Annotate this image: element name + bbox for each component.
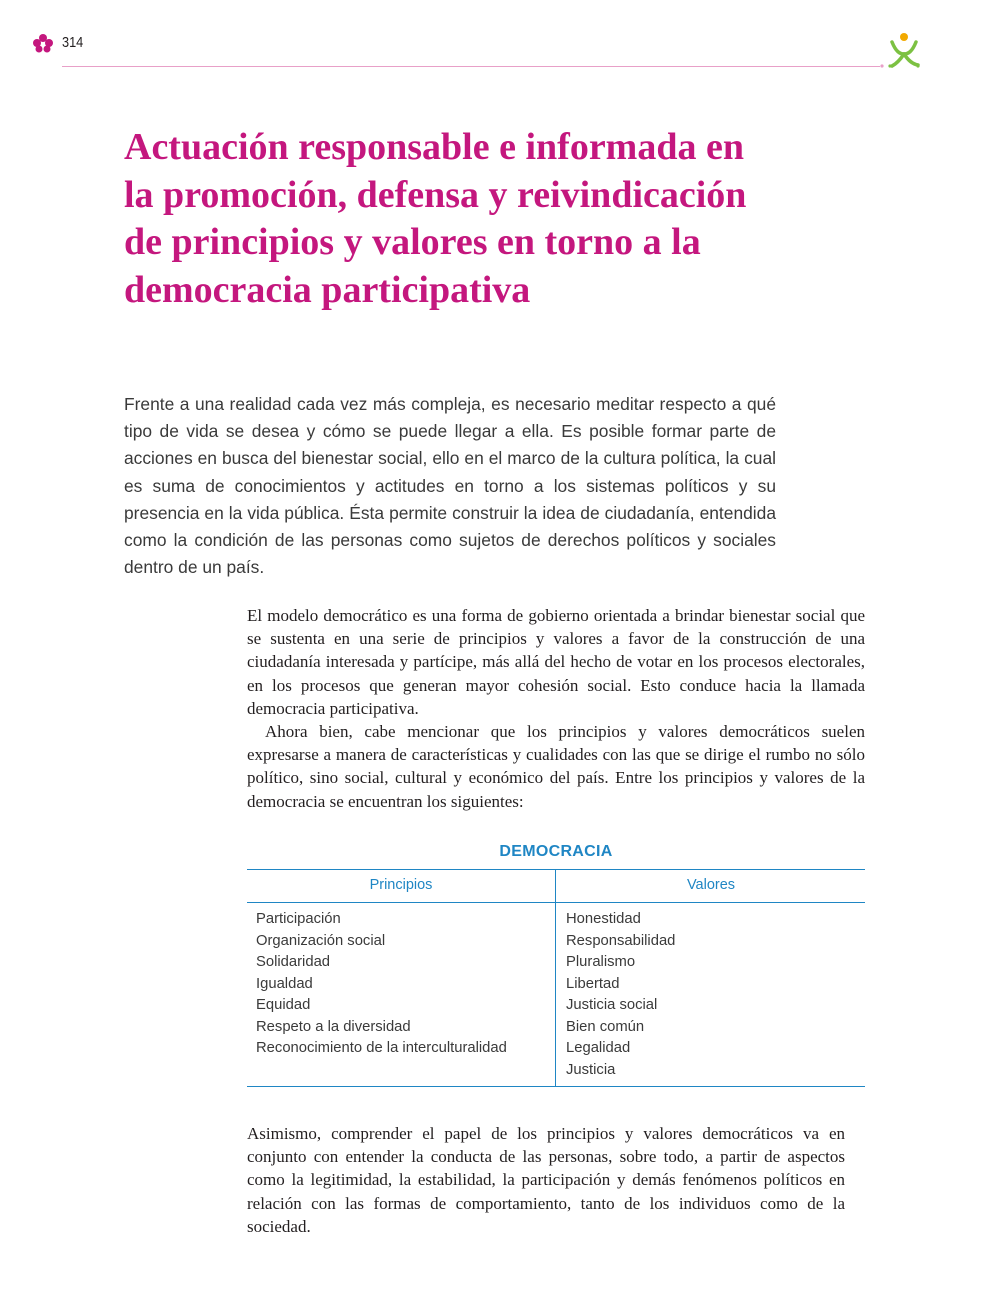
green-figure-emblem-icon: [884, 30, 924, 70]
column-header-principios: Principios: [369, 877, 433, 893]
column-header-valores: Valores: [686, 877, 736, 893]
intro-paragraph: Frente a una realidad cada vez más compleja, es necesario meditar respecto a qué tipo de vida se desea y cómo se puede llegar a ella. Es posible formar parte de acciones en busca del bienestar social, ello en el marco de la cultura política, la cual es suma de conocimientos y actitudes en torno a los sistemas políticos y su presencia en la vida pública. Ésta permite construir la idea de ciudadanía, entendida como la condición de las personas como sujetos de derechos políticos y sociales dentro de un país.: [124, 394, 776, 578]
list-item: Bien común: [566, 1018, 645, 1035]
list-item: Responsabilidad: [566, 932, 676, 949]
body-text: [247, 604, 865, 813]
header-divider: [247, 902, 865, 903]
valores-list: [566, 909, 675, 1081]
list-item: Respeto a la diversidad: [256, 1018, 411, 1035]
closing-paragraph: Asimismo, comprender el papel de los principios y valores democráticos va en conjunto con entender la conducta de las personas, sobre todo, a partir de aspectos como la legitimidad, la estabilidad, la participación y demás fenómenos políticos en relación con las formas de comportamiento, tanto de los individuos como de la sociedad.: [247, 1124, 845, 1236]
list-item: Justicia: [566, 1061, 616, 1078]
list-item: Honestidad: [566, 911, 641, 927]
header-rule: [62, 66, 880, 67]
body-paragraph-2: Ahora bien, cabe mencionar que los principios y valores democráticos suelen expresarse a manera de características y cualidades con las que se dirige el rumbo no sólo político, sino social, cultural y económico del país. Entre los principios y valores de la democracia se encuentran los siguientes:: [247, 722, 865, 811]
page-number: 314: [62, 34, 84, 51]
list-item: Pluralismo: [566, 954, 636, 970]
list-item: Igualdad: [256, 975, 313, 992]
list-item: Legalidad: [566, 1040, 631, 1056]
democracy-table: [247, 869, 865, 1087]
body-paragraph-1: El modelo democrático es una forma de gobierno orientada a brindar bienestar social que se sustenta en una serie de principios y valores a favor de la construcción de una ciudadanía interesada y partícipe, más allá del hecho de votar en los procesos electorales, en los procesos que generan mayor cohesión social. Esto conduce hacia la llamada democracia participativa.: [247, 606, 865, 718]
list-item: Solidaridad: [256, 954, 331, 970]
flower-cluster-icon: [31, 32, 55, 54]
list-item: Justicia social: [566, 997, 658, 1013]
list-item: Libertad: [566, 975, 620, 992]
list-item: Organización social: [256, 932, 386, 949]
principios-list: [256, 909, 507, 1060]
list-item: Equidad: [256, 997, 311, 1013]
list-item: Reconocimiento de la interculturalidad: [256, 1040, 507, 1056]
list-item: Participación: [256, 911, 341, 927]
table-title: DEMOCRACIA: [499, 843, 613, 860]
page-title: Actuación responsable e informada en la promoción, defensa y reivindicación de principios y valores en torno a la democracia participativa: [124, 126, 747, 311]
